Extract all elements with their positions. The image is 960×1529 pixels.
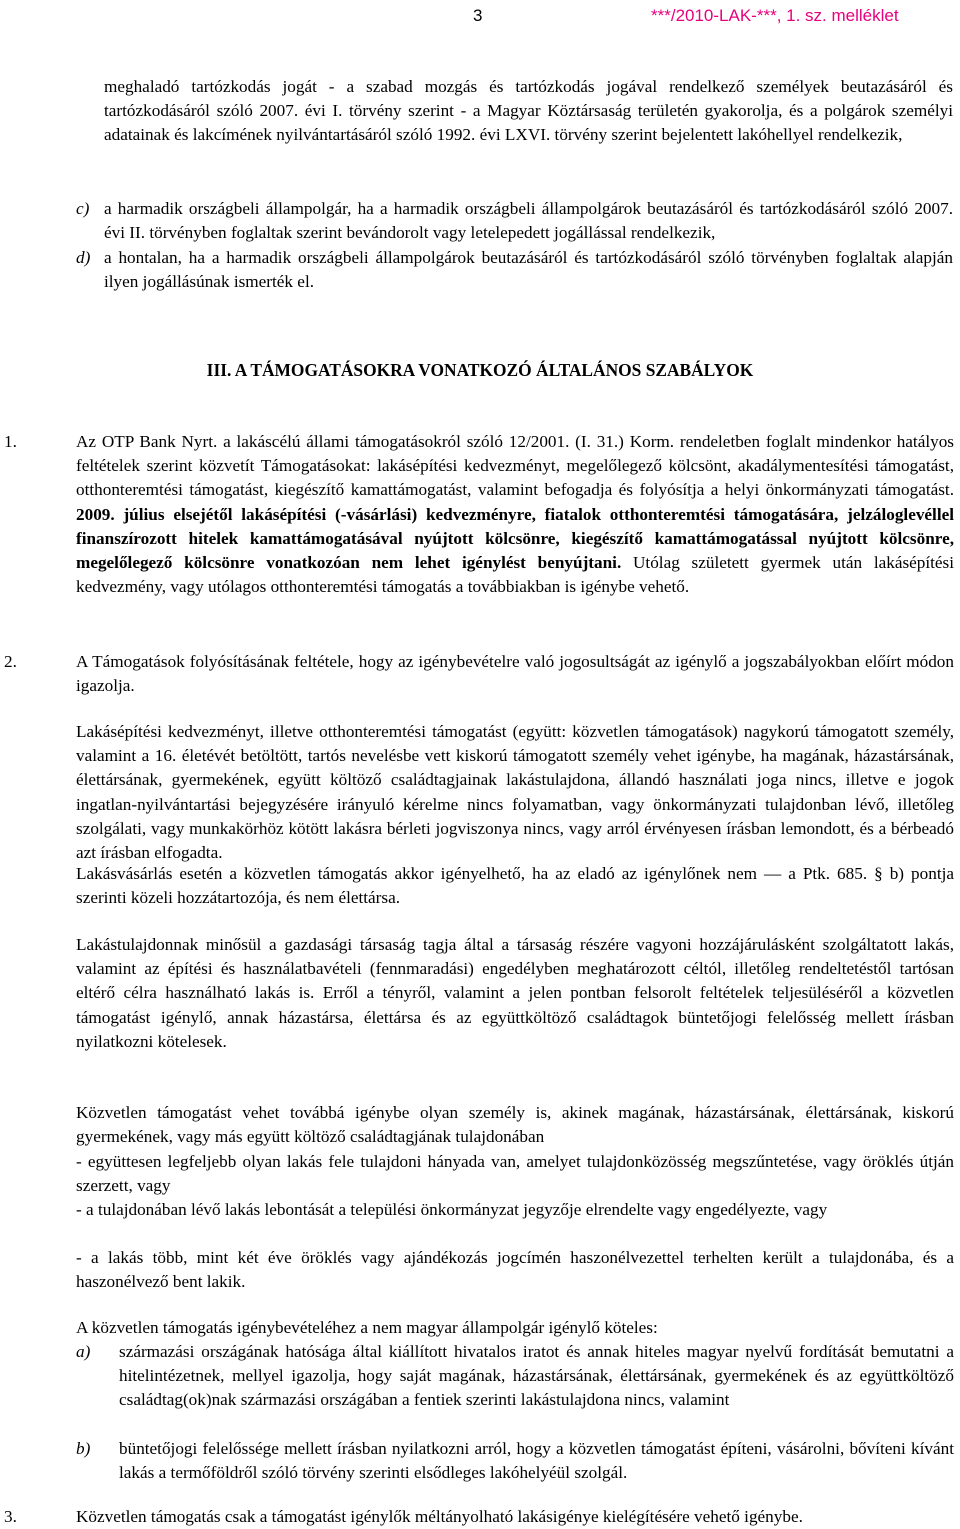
item-d-marker: d)	[76, 248, 91, 267]
section-2-p3: Lakásvásárlás esetén a közvetlen támogatás akkor igényelhető, ha az eladó az igénylőnek nem — a Ptk. 685. § b) pontja szerinti közeli hozzátartozója, és nem élettársa.	[76, 864, 954, 908]
section-2-p6-intro: A közvetlen támogatás igénybevételéhez a nem magyar állampolgár igénylő köteles:	[76, 1318, 658, 1337]
document-reference: ***/2010-LAK-***, 1. sz. melléklet	[651, 6, 899, 25]
section-2-p1: A Támogatások folyósításának feltétele, hogy az igénybevételre való jogosultságát az igénylő a jogszabályokban előírt módon igazolja.	[76, 652, 954, 696]
continuation-paragraph: meghaladó tartózkodás jogát - a szabad mozgás és tartózkodás jogával rendelkező személyek beutazásáról és tartózkodásáról szóló 2007. évi I. törvény szerint - a Magyar Köztársaság területén gyakorolja, és a polgárok személyi adatainak és lakcímének nyilvántartásáról szóló 1992. évi LXVI. törvény szerint bejelentett lakóhellyel rendelkezik,	[104, 77, 953, 145]
section-1-text-b: Utólag született gyermek után lakásépítési kedvezmény, vagy utólagos otthonteremtési támogatás a továbbiakban is igénybe vehető.	[76, 553, 955, 597]
section-3-number: 3.	[4, 1507, 17, 1526]
section-1-text-a: Az OTP Bank Nyrt. a lakáscélú állami támogatásokról szóló 12/2001. (I. 31.) Korm. rendeletben foglalt mindenkor hatályos feltételek szerint közvetít Támogatásokat: lakásépítési kedvezményt, megelőlegező kölcsönt, akadálymentesítési támogatást, otthonteremtési támogatást, kiegészítő kamattámogatást, valamint befogadja és folyósítja a helyi önkormányzati támogatást.	[76, 432, 954, 500]
section-2-p6-a-marker: a)	[76, 1342, 91, 1361]
section-2-p5-dash-1: - együttesen legfeljebb olyan lakás fele tulajdoni hányada van, amelyet tulajdonközösség megszűntetése, vagy öröklés útján szerzett, vagy	[76, 1152, 954, 1196]
item-d-text: a hontalan, ha a harmadik országbeli állampolgárok beutazásáról és tartózkodásáról szóló törvényben foglaltak alapján ilyen jogállásúnak ismerték el.	[104, 248, 953, 292]
section-1-paragraph	[76, 430, 954, 599]
section-2-p6-b-marker: b)	[76, 1439, 91, 1458]
section-2-p5-dash-2: - a tulajdonában lévő lakás lebontását a települési önkormányzat jegyzője elrendelte vagy engedélyezte, vagy	[76, 1200, 828, 1219]
section-2-p4: Lakástulajdonnak minősül a gazdasági társaság tagja által a társaság részére vagyoni hozzájárulásként szolgáltatott lakás, valamint az építési és használatbavételi (fennmaradási) engedélyben meghatározott céltól, illetőleg rendeltetéstől tartósan eltérő célra használható lakás is. Erről a tényről, valamint a jelen pontban felsorolt feltételek teljesüléséről a közvetlen támogatást igénylő, annak házastársa, élettársa és az együttköltöző családtagok büntetőjogi felelősség mellett írásban nyilatkozni kötelesek.	[76, 935, 954, 1051]
section-2-p6-b-text: büntetőjogi felelőssége mellett írásban nyilatkozni arról, hogy a közvetlen támogatást építeni, vásárolni, bővíteni kívánt lakás a termőföldről szóló törvény szerinti elsődleges lakóhelyéül szolgál.	[119, 1439, 954, 1483]
section-3-text: Közvetlen támogatás csak a támogatást igénylők méltányolható lakásigénye kielégítésére vehető igénybe.	[76, 1507, 803, 1526]
section-2-number: 2.	[4, 652, 17, 671]
item-c-marker: c)	[76, 199, 90, 218]
section-2-p2: Lakásépítési kedvezményt, illetve otthonteremtési támogatást (együtt: közvetlen támogatások) nagykorú támogatott személy, valamint a 16. életévét betöltött, tartós nevelésbe vett kiskorú támogatott személy vehet igénybe, ha magának, házastársának, élettársának, gyermekének, együtt költöző családtagjainak lakástulajdona, állandó használati joga nincs, illetve e jogok ingatlan-nyilvántartási bejegyzésére irányuló kérelme nincs folyamatban, vagy önkormányzati tulajdonban lévő, illetőleg szolgálati, vagy munkakörhöz kötött lakásra bérleti jogviszonya nincs, vagy arról érvényesen írásban lemondott, és a bérbeadó azt írásban elfogadta.	[76, 722, 954, 863]
page-number: 3	[473, 6, 483, 25]
section-2-p5-dash-3: - a lakás több, mint két éve öröklés vagy ajándékozás jogcímén haszonélvezettel terhelten került a tulajdonába, és a haszonélvező bent lakik.	[76, 1248, 954, 1292]
section-1-text-bold: 2009. július elsejétől lakásépítési (-vásárlási) kedvezményre, fiatalok otthonteremtési támogatására, jelzáloglevéllel finanszírozott hitelek kamattámogatásával nyújtott kölcsönre, kiegészítő kamattámogatással nyújtott kölcsönre, megelőlegező kölcsönre vonatkozóan nem lehet igénylést benyújtani.	[76, 504, 954, 573]
section-1-number: 1.	[4, 432, 17, 451]
section-heading: III. A TÁMOGATÁSOKRA VONATKOZÓ ÁLTALÁNOS SZABÁLYOK	[206, 360, 754, 380]
section-2-p5-intro: Közvetlen támogatást vehet továbbá igénybe olyan személy is, akinek magának, házastársának, élettársának, kiskorú gyermekének, vagy más együtt költöző családtagjának tulajdonában	[76, 1103, 954, 1147]
item-c-text: a harmadik országbeli állampolgár, ha a harmadik országbeli állampolgárok beutazásáról és tartózkodásáról szóló 2007. évi II. törvényben foglaltak szerint bevándorolt vagy letelepedett jogállással rendelkezik,	[104, 199, 953, 243]
section-2-p6-a-text: származási országának hatósága által kiállított hivatalos iratot és annak hiteles magyar nyelvű fordítását bemutatni a hitelintézetnek, mellyel igazolja, hogy saját magának, házastársának, élettársának, gyermekének és az együttköltöző családtag(ok)nak származási országában a fentiek szerinti lakástulajdona nincs, valamint	[119, 1342, 954, 1410]
